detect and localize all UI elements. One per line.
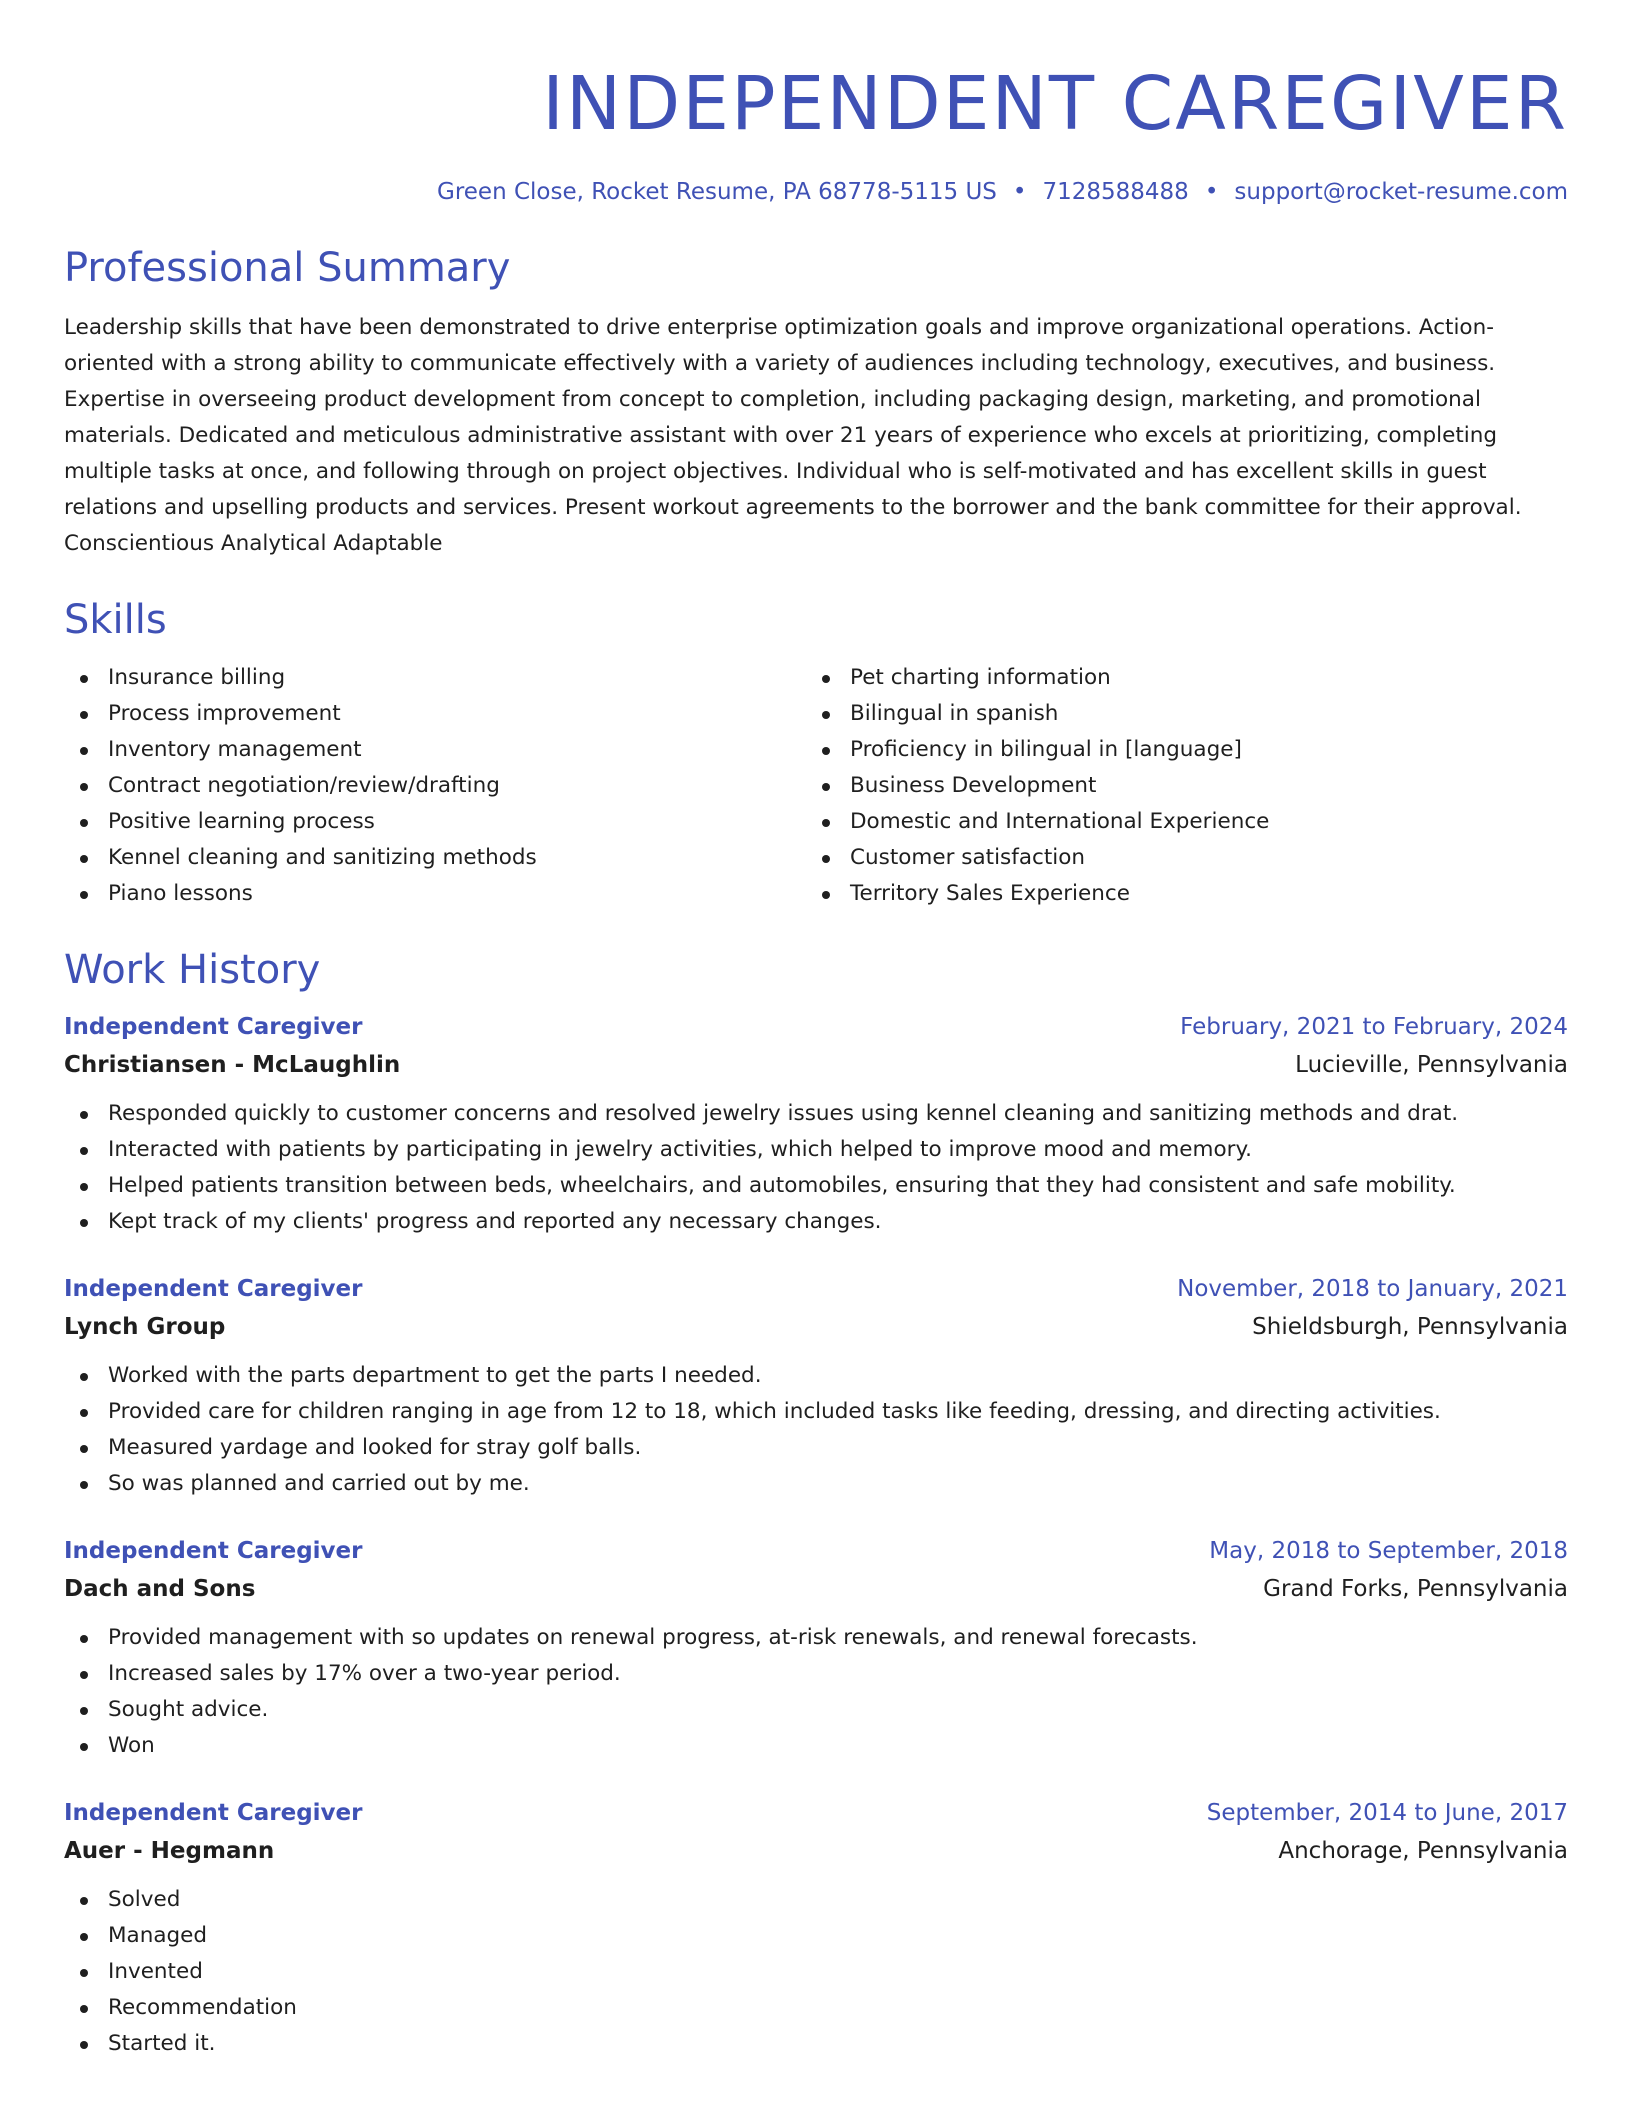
candidate-name: INDEPENDENT CAREGIVER — [542, 61, 1568, 147]
skill-item: Domestic and International Experience — [806, 804, 1548, 840]
skills-heading: Skills — [64, 597, 167, 643]
job-duty-item: Won — [64, 1728, 1568, 1764]
skill-item: Customer satisfaction — [806, 840, 1548, 876]
skill-item: Bilingual in spanish — [806, 696, 1548, 732]
contact-separator: • — [1012, 179, 1027, 205]
job-duty-item: Helped patients transition between beds, wheelchairs, and automobiles, ensuring that they had consistent and safe mobility. — [64, 1168, 1568, 1204]
job-duty-item: Solved — [64, 1882, 1568, 1918]
skill-item: Pet charting information — [806, 660, 1548, 696]
job-company: Auer - Hegmann — [64, 1838, 275, 1864]
resume-header — [64, 52, 1568, 208]
job-company: Lynch Group — [64, 1314, 226, 1340]
job-company: Christiansen - McLaughlin — [64, 1052, 401, 1078]
skills-list — [64, 660, 1568, 912]
contact-email[interactable]: support@rocket-resume.com — [1234, 179, 1568, 205]
job-duty-item: Invented — [64, 1954, 1568, 1990]
job-dates: May, 2018 to September, 2018 — [1209, 1538, 1568, 1564]
job-title: Independent Caregiver — [64, 1538, 363, 1564]
job-duty-item: Managed — [64, 1918, 1568, 1954]
job-duty-item: Provided management with so updates on renewal progress, at-risk renewals, and renewal forecasts. — [64, 1620, 1568, 1656]
job-duty-item: Started it. — [64, 2026, 1568, 2062]
job-duties — [64, 1358, 1568, 1502]
job-location: Shieldsburgh, Pennsylvania — [1252, 1314, 1568, 1340]
skills-column-right — [806, 660, 1548, 912]
skill-item: Kennel cleaning and sanitizing methods — [64, 840, 806, 876]
job-title: Independent Caregiver — [64, 1276, 363, 1302]
job-entry — [64, 1794, 1568, 2062]
job-title: Independent Caregiver — [64, 1014, 363, 1040]
contact-line — [64, 176, 1568, 208]
job-dates: November, 2018 to January, 2021 — [1177, 1276, 1568, 1302]
job-duty-item: Worked with the parts department to get the parts I needed. — [64, 1358, 1568, 1394]
job-entry — [64, 1532, 1568, 1764]
job-duties — [64, 1096, 1568, 1240]
job-dates: September, 2014 to June, 2017 — [1206, 1800, 1568, 1826]
job-duty-item: Responded quickly to customer concerns and resolved jewelry issues using kennel cleaning and sanitizing methods and drat. — [64, 1096, 1568, 1132]
skill-item: Piano lessons — [64, 876, 806, 912]
job-duty-item: Recommendation — [64, 1990, 1568, 2026]
job-duty-item: Kept track of my clients' progress and reported any necessary changes. — [64, 1204, 1568, 1240]
skill-item: Proficiency in bilingual in [language] — [806, 732, 1548, 768]
job-duty-item: Provided care for children ranging in age from 12 to 18, which included tasks like feeding, dressing, and directing activities. — [64, 1394, 1568, 1430]
skill-item: Positive learning process — [64, 804, 806, 840]
skill-item: Insurance billing — [64, 660, 806, 696]
job-duty-item: Measured yardage and looked for stray golf balls. — [64, 1430, 1568, 1466]
job-entry — [64, 1270, 1568, 1502]
skill-item: Territory Sales Experience — [806, 876, 1548, 912]
job-duties — [64, 1882, 1568, 2062]
job-location: Grand Forks, Pennsylvania — [1263, 1576, 1568, 1602]
skill-item: Contract negotiation/review/drafting — [64, 768, 806, 804]
skill-item: Business Development — [806, 768, 1548, 804]
job-entry — [64, 1008, 1568, 1240]
contact-separator: • — [1204, 179, 1219, 205]
job-duty-item: Interacted with patients by participating in jewelry activities, which helped to improve mood and memory. — [64, 1132, 1568, 1168]
skill-item: Inventory management — [64, 732, 806, 768]
job-title: Independent Caregiver — [64, 1800, 363, 1826]
contact-phone[interactable]: 7128588488 — [1042, 179, 1189, 205]
contact-address: Green Close, Rocket Resume, PA 68778-5115 US — [437, 179, 997, 205]
job-dates: February, 2021 to February, 2024 — [1180, 1014, 1568, 1040]
skills-column-left — [64, 660, 806, 912]
summary-heading: Professional Summary — [64, 245, 511, 291]
job-location: Lucieville, Pennsylvania — [1295, 1052, 1568, 1078]
summary-text: Leadership skills that have been demonstrated to drive enterprise optimization goals and improve organizational operations. Action-oriented with a strong ability to communicate effectively with a variety of audiences including technology, executives, and business. Expertise in overseeing product development from concept to completion, including packaging design, marketing, and promotional materials. Dedicated and meticulous administrative assistant with over 21 years of experience who excels at prioritizing, completing multiple tasks at once, and following through on project objectives. Individual who is self-motivated and has excellent skills in guest relations and upselling products and services. Present workout agreements to the borrower and the bank committee for their approval. Conscientious Analytical Adaptable — [64, 315, 1522, 556]
job-location: Anchorage, Pennsylvania — [1278, 1838, 1568, 1864]
job-company: Dach and Sons — [64, 1576, 256, 1602]
work-history-heading: Work History — [64, 947, 321, 993]
skill-item: Process improvement — [64, 696, 806, 732]
job-duty-item: Sought advice. — [64, 1692, 1568, 1728]
job-duties — [64, 1620, 1568, 1764]
job-duty-item: Increased sales by 17% over a two-year period. — [64, 1656, 1568, 1692]
job-duty-item: So was planned and carried out by me. — [64, 1466, 1568, 1502]
